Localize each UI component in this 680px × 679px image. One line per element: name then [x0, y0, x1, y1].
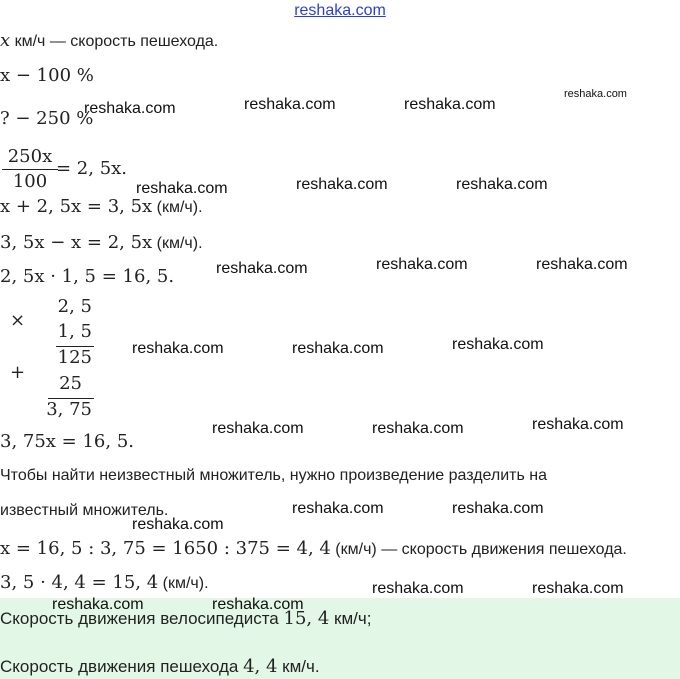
- line-solution-x: [0, 538, 627, 559]
- watermark: reshaka.com: [372, 420, 464, 437]
- watermark: reshaka.com: [136, 180, 228, 197]
- watermark: reshaka.com: [536, 256, 628, 273]
- watermark: reshaka.com: [84, 100, 176, 117]
- line-text: (км/ч) — скорость движения пешехода.: [330, 541, 627, 558]
- watermark: reshaka.com: [532, 416, 624, 433]
- watermark: reshaka.com: [132, 516, 224, 533]
- mult-row-4: 25: [59, 373, 82, 394]
- answer-text: Скорость движения велосипедиста: [0, 609, 284, 628]
- line-equation: [0, 266, 174, 287]
- math-expression: 3, 75x = 16, 5.: [0, 431, 134, 452]
- math-expression: x − 100 %: [0, 65, 94, 86]
- watermark: reshaka.com: [212, 420, 304, 437]
- line-text: км/ч — скорость пешехода.: [10, 33, 219, 50]
- watermark: reshaka.com: [372, 580, 464, 597]
- plus-sign: +: [10, 362, 26, 383]
- watermark: reshaka.com: [212, 596, 304, 613]
- variable-x: x: [0, 30, 11, 51]
- watermark: reshaka.com: [244, 96, 336, 113]
- watermark: reshaka.com: [292, 500, 384, 517]
- line-equation-2: [0, 431, 134, 452]
- math-expression: 3, 5x − x = 2, 5x: [0, 232, 153, 253]
- watermark: reshaka.com: [52, 596, 144, 613]
- times-sign: ×: [10, 310, 26, 331]
- watermark: reshaka.com: [132, 340, 224, 357]
- watermark: reshaka.com: [216, 260, 308, 277]
- watermark: reshaka.com: [292, 340, 384, 357]
- line-difference: [0, 232, 203, 253]
- watermark: reshaka.com: [456, 176, 548, 193]
- answer-value: 4, 4: [243, 656, 278, 677]
- answer-unit: км/ч.: [277, 657, 320, 676]
- watermark: reshaka.com: [452, 500, 544, 517]
- math-expression: 3, 5 · 4, 4 = 15, 4: [0, 572, 159, 593]
- fraction: [2, 146, 58, 193]
- line-speed-definition: [0, 30, 218, 51]
- watermark: reshaka.com: [532, 580, 624, 597]
- unit-text: (км/ч).: [152, 235, 203, 252]
- mult-row-2: 1, 5: [57, 321, 92, 342]
- rule-text-1: [0, 467, 547, 485]
- math-expression: ? − 250 %: [0, 108, 94, 129]
- fraction-bar: [2, 169, 58, 170]
- line-fraction-result: [56, 158, 127, 179]
- math-expression: 2, 5x · 1, 5 = 16, 5.: [0, 266, 175, 287]
- unit-text: (км/ч).: [158, 575, 209, 592]
- math-expression: x = 16, 5 : 3, 75 = 1650 : 375 = 4, 4: [0, 538, 331, 559]
- answer-text: Скорость движения пешехода: [0, 657, 244, 676]
- unit-text: (км/ч).: [152, 199, 203, 216]
- answer-unit: км/ч;: [329, 609, 372, 628]
- answer-value: 15, 4: [283, 608, 330, 629]
- watermark: reshaka.com: [564, 88, 627, 100]
- mult-row-1: 2, 5: [57, 296, 92, 317]
- watermark: reshaka.com: [452, 336, 544, 353]
- site-header-link[interactable]: reshaka.com: [294, 2, 386, 19]
- line-percent-100: [0, 65, 94, 86]
- math-expression: = 2, 5x.: [56, 158, 128, 179]
- line-percent-250: [0, 108, 93, 129]
- rule-text: Чтобы найти неизвестный множитель, нужно произведение разделить на: [0, 467, 548, 484]
- line-total-speed: [0, 196, 203, 217]
- fraction-numerator: 250x: [7, 146, 53, 167]
- watermark: reshaka.com: [296, 176, 388, 193]
- mult-row-3: 125: [57, 347, 92, 368]
- answer-line-2: [0, 656, 320, 677]
- math-expression: x + 2, 5x = 3, 5x: [0, 196, 153, 217]
- mult-row-5: 3, 75: [46, 399, 92, 420]
- fraction-denominator: 100: [12, 171, 48, 192]
- rule-text: известный множитель.: [0, 502, 169, 519]
- watermark: reshaka.com: [404, 96, 496, 113]
- line-cyclist-speed: [0, 572, 209, 593]
- watermark: reshaka.com: [376, 256, 468, 273]
